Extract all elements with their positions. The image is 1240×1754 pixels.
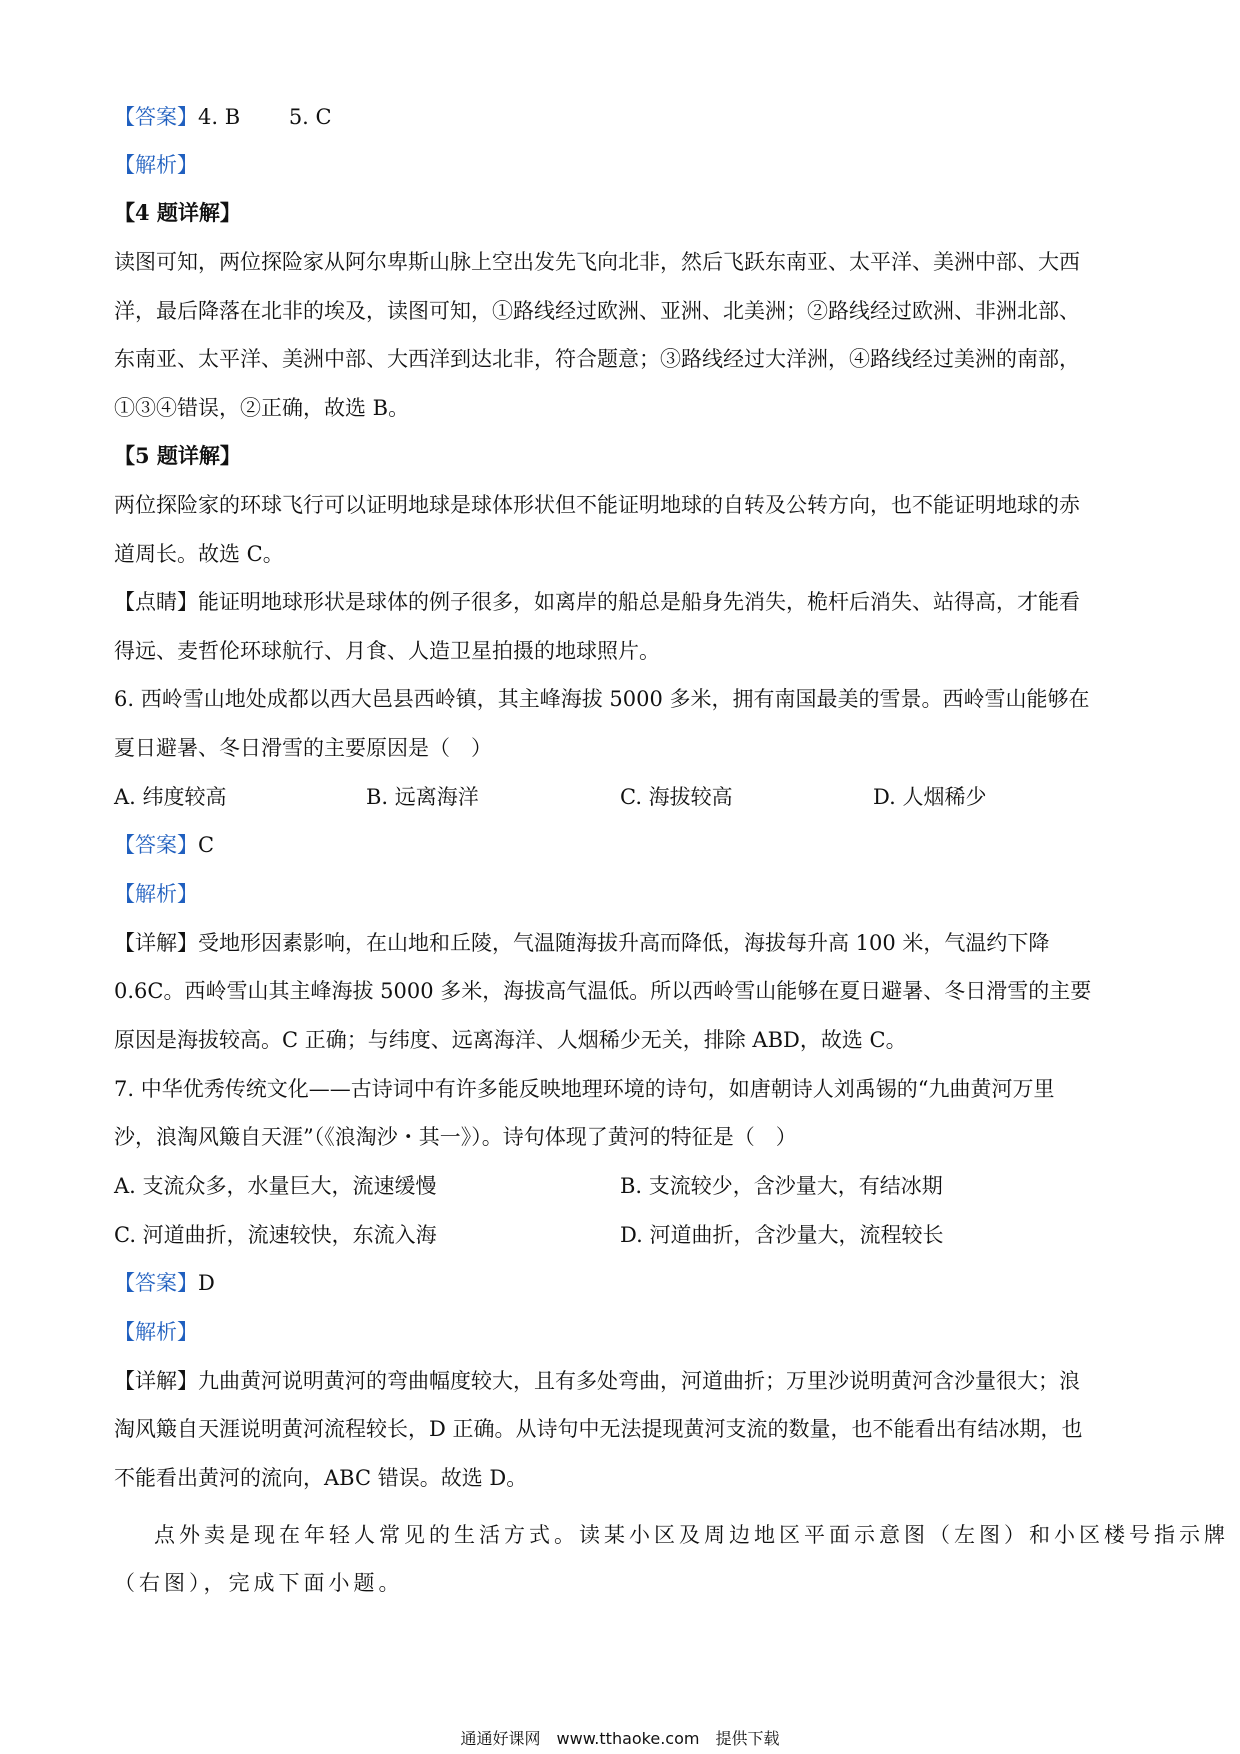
- q5-detail-heading: 【5 题详解】: [114, 443, 241, 468]
- q7-option-a: A. 支流众多，水量巨大，流速缓慢: [114, 1174, 437, 1198]
- answer-tag: 【答案】: [114, 833, 198, 857]
- question-6: 6. 西岭雪山地处成都以西大邑县西岭镇，其主峰海拔 5000 多米，拥有南国最美的雪景。西岭雪山能够在: [114, 687, 1090, 711]
- text-line: 东南亚、太平洋、美洲中部、大西洋到达北非，符合题意；③路线经过大洋洲，④路线经过美洲的南部，: [114, 347, 1080, 371]
- q4-detail-heading: 【4 题详解】: [114, 200, 241, 225]
- tip-line: 【点睛】能证明地球形状是球体的例子很多，如离岸的船总是船身先消失，桅杆后消失、站得高，才能看: [114, 590, 1080, 614]
- analysis-tag: 【解析】: [114, 882, 198, 906]
- text-line: 原因是海拔较高。C 正确；与纬度、远离海洋、人烟稀少无关，排除 ABD，故选 C。: [114, 1028, 907, 1052]
- analysis-tag: 【解析】: [114, 1320, 198, 1344]
- question-7: 7. 中华优秀传统文化——古诗词中有许多能反映地理环境的诗句，如唐朝诗人刘禹锡的“九曲黄河万里: [114, 1077, 1055, 1101]
- intro-line: 点外卖是现在年轻人常见的生活方式。读某小区及周边地区平面示意图（左图）和小区楼号指示牌: [154, 1523, 1229, 1547]
- answer-line: 【答案】C: [114, 833, 215, 857]
- q6-option-a: A. 纬度较高: [114, 785, 227, 809]
- question-7-stem: 沙，浪淘风簸自天涯”（《浪淘沙・其一》）。诗句体现了黄河的特征是（ ）: [114, 1125, 797, 1149]
- footer-watermark: 通通好课网 www.tthaoke.com 提供下载: [460, 1729, 780, 1748]
- analysis-line: [114, 1317, 198, 1347]
- answer-tag: 【答案】: [114, 1271, 198, 1295]
- analysis-line: [114, 150, 198, 180]
- q6-option-c: C. 海拔较高: [620, 785, 733, 809]
- q7-option-c: C. 河道曲折，流速较快，东流入海: [114, 1223, 437, 1247]
- answer-line: 【答案】4. B 5. C: [114, 105, 332, 129]
- intro-line: （右图），完成下面小题。: [114, 1571, 404, 1595]
- detail-line: 【详解】受地形因素影响，在山地和丘陵，气温随海拔升高而降低，海拔每升高 100 米，气温约下降: [114, 931, 1050, 955]
- analysis-line: [114, 879, 198, 909]
- text-line: ①③④错误，②正确，故选 B。: [114, 396, 410, 420]
- text-line: 道周长。故选 C。: [114, 542, 284, 566]
- text-line: 得远、麦哲伦环球航行、月食、人造卫星拍摄的地球照片。: [114, 639, 660, 663]
- q6-option-b: B. 远离海洋: [366, 785, 479, 809]
- question-6-stem: 夏日避暑、冬日滑雪的主要原因是（ ）: [114, 736, 492, 760]
- detail-line: 【详解】九曲黄河说明黄河的弯曲幅度较大，且有多处弯曲，河道曲折；万里沙说明黄河含沙量很大；浪: [114, 1369, 1080, 1393]
- text-line: 不能看出黄河的流向，ABC 错误。故选 D。: [114, 1466, 528, 1490]
- text-line: 淘风簸自天涯说明黄河流程较长，D 正确。从诗句中无法提现黄河支流的数量，也不能看出有结冰期，也: [114, 1417, 1083, 1441]
- q7-option-b: B. 支流较少，含沙量大，有结冰期: [620, 1174, 943, 1198]
- text-line: 两位探险家的环球飞行可以证明地球是球体形状但不能证明地球的自转及公转方向，也不能证明地球的赤: [114, 493, 1080, 517]
- text-line: 洋，最后降落在北非的埃及，读图可知，①路线经过欧洲、亚洲、北美洲；②路线经过欧洲、非洲北部、: [114, 299, 1080, 323]
- text-line: 读图可知，两位探险家从阿尔卑斯山脉上空出发先飞向北非，然后飞跃东南亚、太平洋、美洲中部、大西: [114, 250, 1080, 274]
- q7-option-d: D. 河道曲折，含沙量大，流程较长: [620, 1223, 944, 1247]
- analysis-tag: 【解析】: [114, 153, 198, 177]
- answer-tag: 【答案】: [114, 105, 198, 129]
- q6-option-d: D. 人烟稀少: [873, 785, 987, 809]
- answer-line: 【答案】D: [114, 1271, 215, 1295]
- text-line: 0.6C。西岭雪山其主峰海拔 5000 多米，海拔高气温低。所以西岭雪山能够在夏日避暑、冬日滑雪的主要: [114, 979, 1092, 1003]
